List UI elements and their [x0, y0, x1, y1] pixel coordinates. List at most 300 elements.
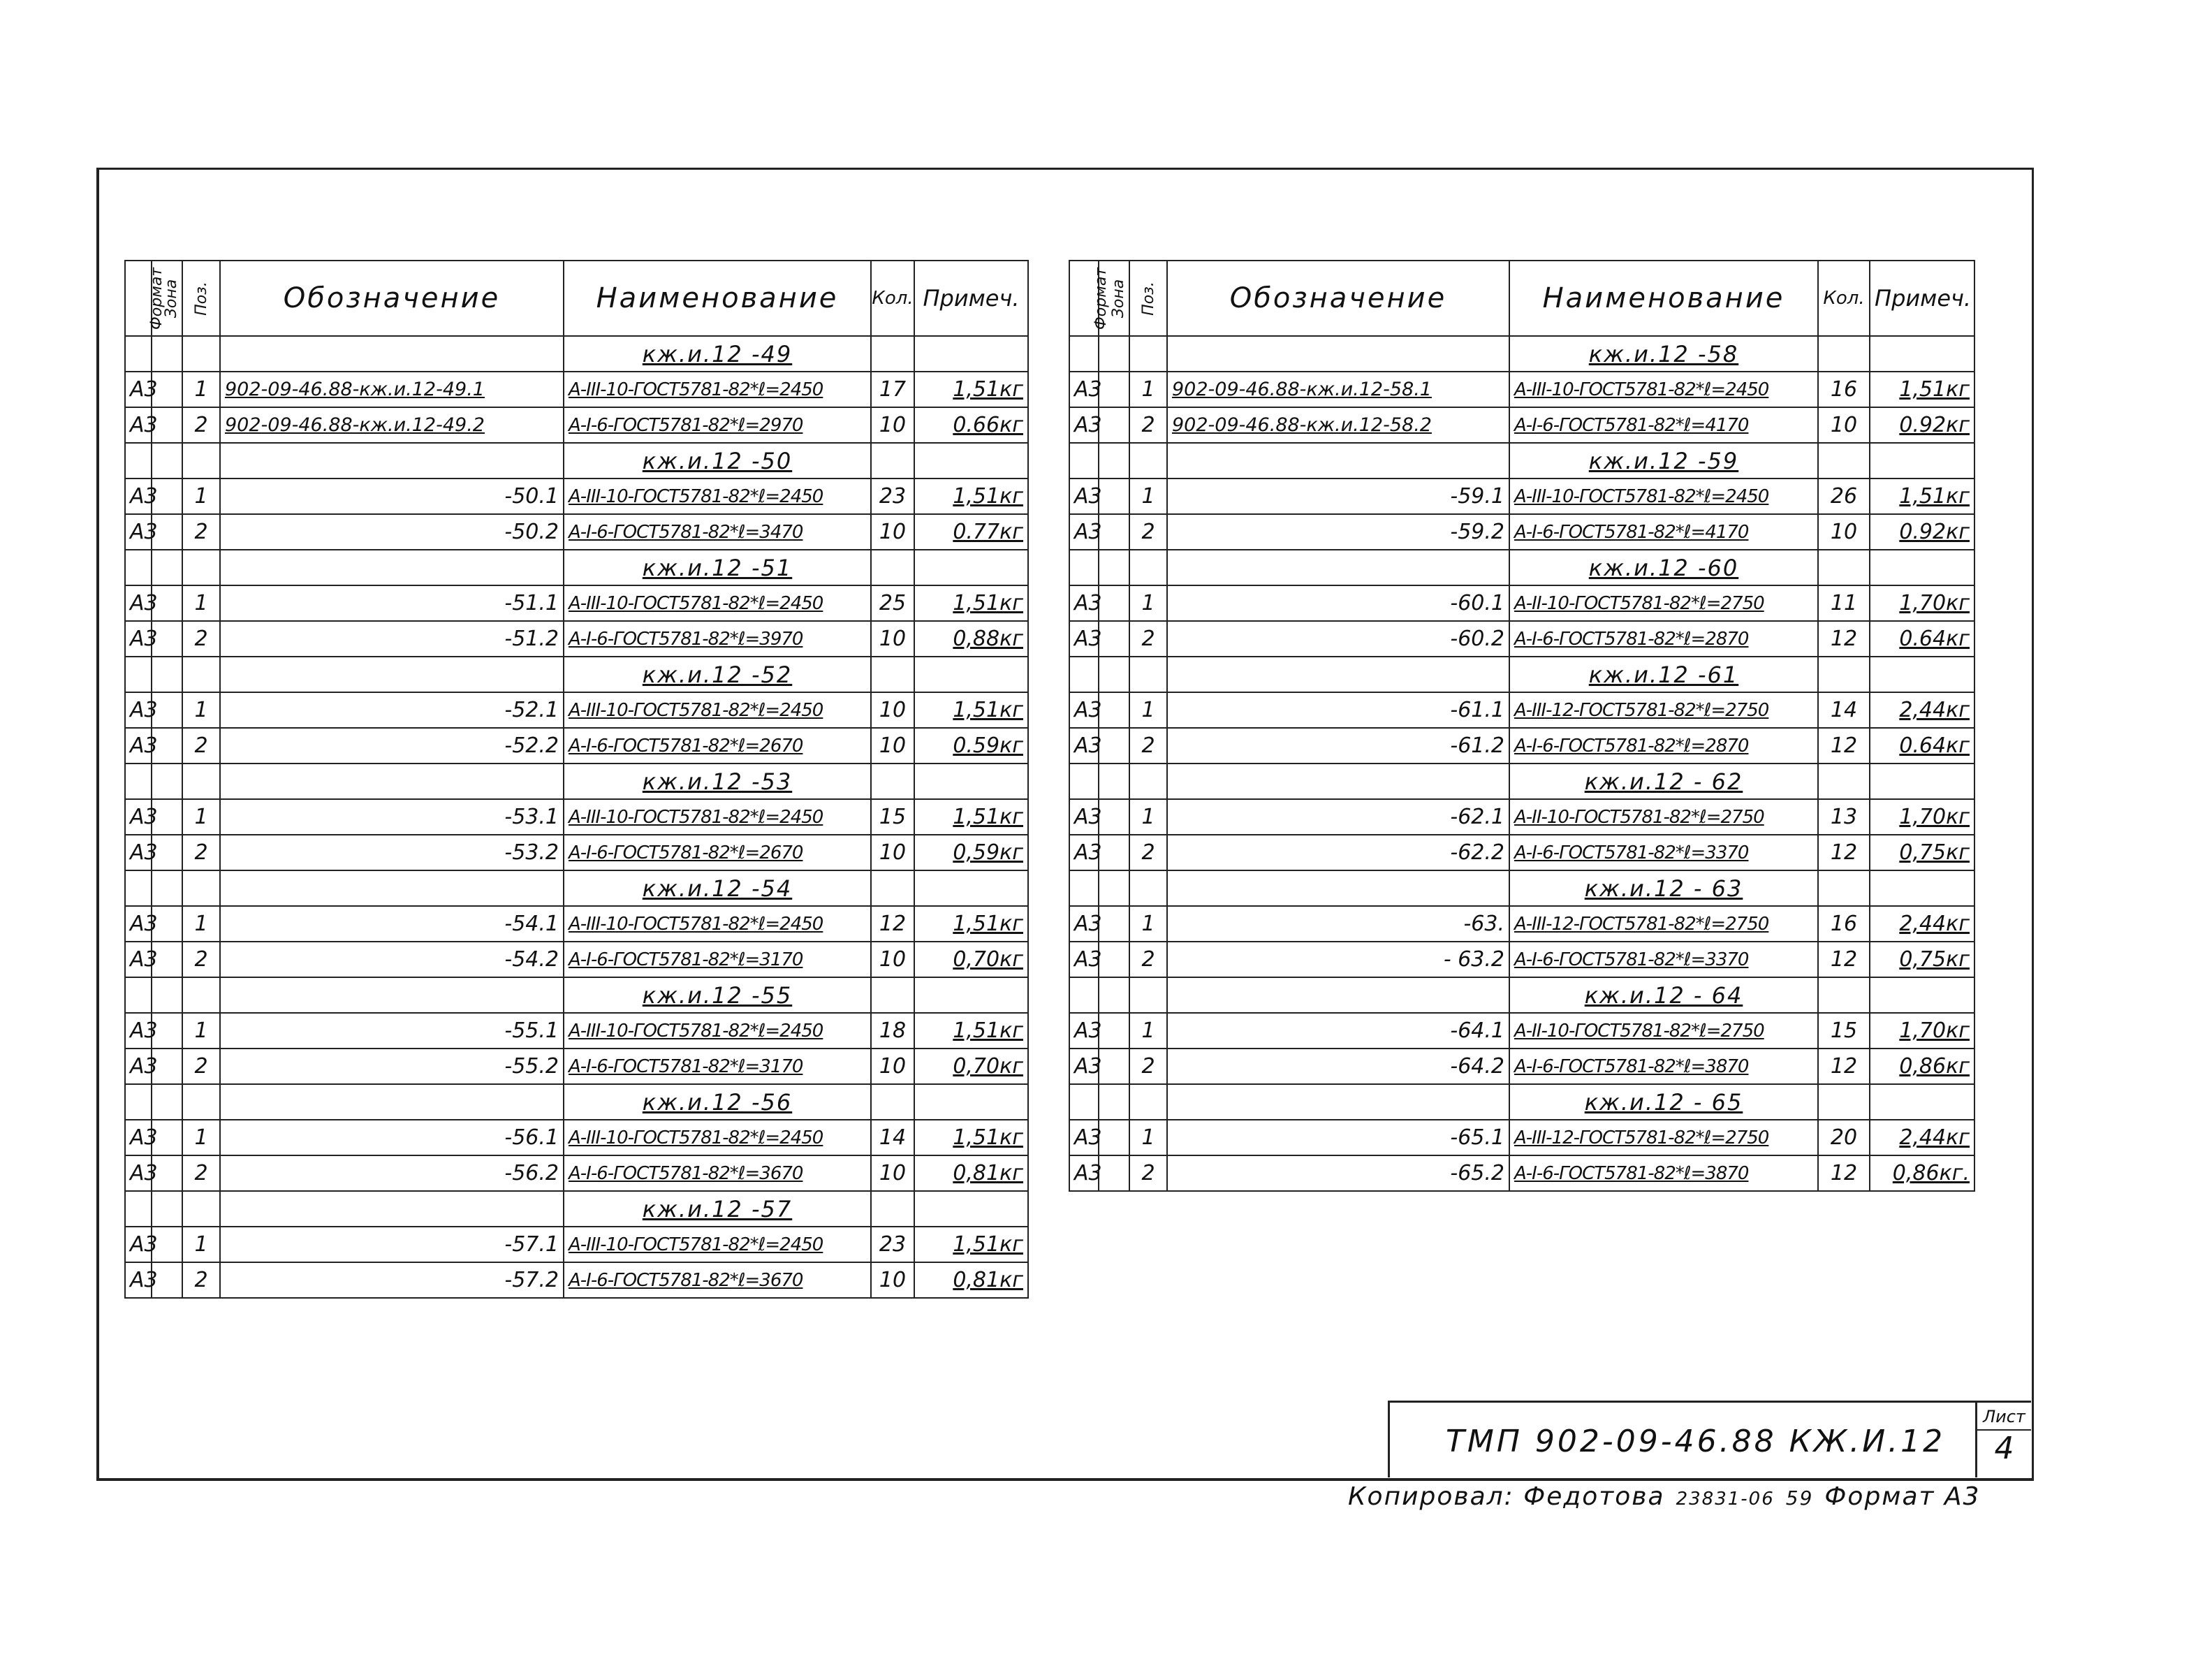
zone-cell [1099, 799, 1129, 835]
group-row [125, 1191, 1028, 1227]
empty-cell [125, 336, 152, 372]
designation-cell: -54.1 [220, 906, 564, 942]
empty-cell [220, 657, 564, 692]
empty-cell [220, 443, 564, 479]
name-cell: А-I-6-ГОСТ5781-82*ℓ=2870 [1509, 728, 1818, 764]
table-row [1069, 942, 1974, 977]
table-row [1069, 1155, 1974, 1191]
empty-cell [1818, 336, 1870, 372]
empty-cell [125, 870, 152, 906]
sheet-box [1975, 1403, 2031, 1477]
note-cell: 1,51кг [914, 372, 1028, 407]
designation-cell: -65.1 [1167, 1120, 1509, 1155]
name-cell: А-III-10-ГОСТ5781-82*ℓ=2450 [1509, 479, 1818, 514]
empty-cell [182, 870, 220, 906]
designation-cell: -54.2 [220, 942, 564, 977]
empty-cell [152, 336, 182, 372]
empty-cell [1129, 443, 1167, 479]
order-number: 23831-06 [1676, 1489, 1775, 1510]
designation-cell: -56.2 [220, 1155, 564, 1191]
group-title: кж.и.12 -54 [564, 870, 871, 906]
designation-cell: -52.1 [220, 692, 564, 728]
pos-cell: 2 [182, 407, 220, 443]
table-row [1069, 728, 1974, 764]
pos-cell: 2 [1129, 407, 1167, 443]
empty-cell [1870, 870, 1974, 906]
designation-cell: -50.1 [220, 479, 564, 514]
name-cell: А-III-12-ГОСТ5781-82*ℓ=2750 [1509, 692, 1818, 728]
empty-cell [220, 1191, 564, 1227]
header-note: Примеч. [1870, 261, 1974, 336]
group-title: кж.и.12 -53 [564, 764, 871, 799]
header-zone: Зона [152, 261, 182, 336]
designation-cell: -62.1 [1167, 799, 1509, 835]
zone-cell [1099, 372, 1129, 407]
format-cell: А3 [125, 1120, 152, 1155]
empty-cell [182, 764, 220, 799]
group-row [1069, 657, 1974, 692]
empty-cell [1129, 870, 1167, 906]
spec-table-right-body [1069, 261, 1974, 1191]
name-cell: А-III-10-ГОСТ5781-82*ℓ=2450 [564, 692, 871, 728]
pos-cell: 1 [1129, 479, 1167, 514]
qty-cell: 14 [871, 1120, 914, 1155]
pos-cell: 2 [182, 728, 220, 764]
zone-cell [1099, 906, 1129, 942]
format-cell: А3 [125, 835, 152, 870]
table-row [125, 372, 1028, 407]
pos-cell: 1 [1129, 372, 1167, 407]
empty-cell [1818, 550, 1870, 585]
pos-cell: 2 [182, 1155, 220, 1191]
note-cell: 1,51кг [914, 692, 1028, 728]
empty-cell [125, 1084, 152, 1120]
pos-cell: 2 [182, 942, 220, 977]
qty-cell: 10 [871, 942, 914, 977]
empty-cell [1069, 443, 1099, 479]
name-cell: А-III-10-ГОСТ5781-82*ℓ=2450 [564, 799, 871, 835]
table-row [125, 1120, 1028, 1155]
qty-cell: 12 [1818, 728, 1870, 764]
format-cell: А3 [125, 1049, 152, 1084]
zone-cell [1099, 514, 1129, 550]
zone-cell [1099, 479, 1129, 514]
note-cell: 0.92кг [1870, 514, 1974, 550]
group-title: кж.и.12 -57 [564, 1191, 871, 1227]
note-cell: 0,88кг [914, 621, 1028, 657]
empty-cell [125, 764, 152, 799]
note-cell: 0,59кг [914, 835, 1028, 870]
name-cell: А-I-6-ГОСТ5781-82*ℓ=3370 [1509, 835, 1818, 870]
designation-cell: -56.1 [220, 1120, 564, 1155]
table-row [125, 407, 1028, 443]
table-row [125, 1013, 1028, 1049]
empty-cell [1167, 764, 1509, 799]
empty-cell [914, 550, 1028, 585]
group-row [125, 1084, 1028, 1120]
empty-cell [871, 657, 914, 692]
qty-cell: 11 [1818, 585, 1870, 621]
group-title: кж.и.12 -59 [1509, 443, 1818, 479]
pos-cell: 1 [182, 1120, 220, 1155]
note-cell: 0,70кг [914, 1049, 1028, 1084]
table-row [125, 585, 1028, 621]
zone-cell [1099, 1049, 1129, 1084]
format-cell: А3 [1069, 942, 1099, 977]
empty-cell [1870, 336, 1974, 372]
empty-cell [1069, 657, 1099, 692]
designation-cell: -64.2 [1167, 1049, 1509, 1084]
table-row [125, 692, 1028, 728]
designation-cell: -61.2 [1167, 728, 1509, 764]
name-cell: А-III-12-ГОСТ5781-82*ℓ=2750 [1509, 1120, 1818, 1155]
qty-cell: 10 [871, 692, 914, 728]
note-cell: 0.66кг [914, 407, 1028, 443]
empty-cell [182, 1084, 220, 1120]
qty-cell: 14 [1818, 692, 1870, 728]
empty-cell [914, 1191, 1028, 1227]
table-row [125, 514, 1028, 550]
format-cell: А3 [125, 906, 152, 942]
empty-cell [1069, 550, 1099, 585]
zone-cell [1099, 728, 1129, 764]
qty-cell: 17 [871, 372, 914, 407]
group-title: кж.и.12 -50 [564, 443, 871, 479]
empty-cell [914, 336, 1028, 372]
empty-cell [152, 657, 182, 692]
qty-cell: 18 [871, 1013, 914, 1049]
empty-cell [1870, 1084, 1974, 1120]
empty-cell [1099, 1084, 1129, 1120]
empty-cell [125, 1191, 152, 1227]
zone-cell [1099, 692, 1129, 728]
empty-cell [1069, 764, 1099, 799]
pos-cell: 1 [182, 372, 220, 407]
format-cell: А3 [1069, 407, 1099, 443]
empty-cell [1167, 977, 1509, 1013]
designation-cell: -51.2 [220, 621, 564, 657]
empty-cell [152, 1084, 182, 1120]
header-format: Формат [125, 261, 152, 336]
note-cell: 0.92кг [1870, 407, 1974, 443]
designation-cell: -57.2 [220, 1262, 564, 1298]
group-title: кж.и.12 -60 [1509, 550, 1818, 585]
designation-cell: -55.2 [220, 1049, 564, 1084]
empty-cell [125, 550, 152, 585]
empty-cell [914, 443, 1028, 479]
qty-cell: 10 [871, 835, 914, 870]
format-cell: А3 [125, 942, 152, 977]
empty-cell [914, 764, 1028, 799]
header-designation: Обозначение [220, 261, 564, 336]
zone-cell [1099, 942, 1129, 977]
empty-cell [1818, 443, 1870, 479]
pos-cell: 1 [182, 585, 220, 621]
header-row [125, 261, 1028, 336]
qty-cell: 10 [871, 728, 914, 764]
empty-cell [1870, 977, 1974, 1013]
copied-by: Копировал: Федотова [1348, 1482, 1665, 1511]
empty-cell [152, 1191, 182, 1227]
note-cell: 0.64кг [1870, 728, 1974, 764]
empty-cell [1870, 657, 1974, 692]
name-cell: А-I-6-ГОСТ5781-82*ℓ=3970 [564, 621, 871, 657]
name-cell: А-III-10-ГОСТ5781-82*ℓ=2450 [1509, 372, 1818, 407]
table-row [125, 1155, 1028, 1191]
table-row [125, 1049, 1028, 1084]
header-pos: Поз. [1129, 261, 1167, 336]
zone-cell [1099, 585, 1129, 621]
pos-cell: 1 [1129, 692, 1167, 728]
empty-cell [182, 1191, 220, 1227]
note-cell: 1,70кг [1870, 799, 1974, 835]
group-title: кж.и.12 - 62 [1509, 764, 1818, 799]
designation-cell: -62.2 [1167, 835, 1509, 870]
qty-cell: 15 [871, 799, 914, 835]
header-designation: Обозначение [1167, 261, 1509, 336]
pos-cell: 2 [1129, 942, 1167, 977]
empty-cell [1818, 870, 1870, 906]
name-cell: А-III-12-ГОСТ5781-82*ℓ=2750 [1509, 906, 1818, 942]
pos-cell: 2 [1129, 1155, 1167, 1191]
name-cell: А-II-10-ГОСТ5781-82*ℓ=2750 [1509, 799, 1818, 835]
format-cell: А3 [125, 514, 152, 550]
qty-cell: 12 [1818, 942, 1870, 977]
pos-cell: 1 [182, 1227, 220, 1262]
empty-cell [1129, 764, 1167, 799]
pos-cell: 2 [1129, 728, 1167, 764]
sheet-number: 4 [1994, 1431, 2014, 1466]
format-cell: А3 [125, 621, 152, 657]
name-cell: А-II-10-ГОСТ5781-82*ℓ=2750 [1509, 1013, 1818, 1049]
group-row [1069, 764, 1974, 799]
empty-cell [1129, 657, 1167, 692]
empty-cell [220, 764, 564, 799]
empty-cell [125, 977, 152, 1013]
qty-cell: 16 [1818, 372, 1870, 407]
format-cell: А3 [1069, 1155, 1099, 1191]
empty-cell [1167, 443, 1509, 479]
group-title: кж.и.12 -51 [564, 550, 871, 585]
empty-cell [1069, 977, 1099, 1013]
table-row [1069, 692, 1974, 728]
header-row [1069, 261, 1974, 336]
name-cell: А-III-10-ГОСТ5781-82*ℓ=2450 [564, 906, 871, 942]
format-cell: А3 [125, 372, 152, 407]
table-row [1069, 407, 1974, 443]
pos-cell: 2 [1129, 514, 1167, 550]
empty-cell [1167, 1084, 1509, 1120]
zone-cell [1099, 407, 1129, 443]
qty-cell: 12 [1818, 1049, 1870, 1084]
note-cell: 1,51кг [1870, 479, 1974, 514]
table-row [125, 906, 1028, 942]
note-cell: 1,51кг [914, 585, 1028, 621]
name-cell: А-III-10-ГОСТ5781-82*ℓ=2450 [564, 1013, 871, 1049]
empty-cell [125, 657, 152, 692]
group-row [125, 977, 1028, 1013]
table-row [1069, 1120, 1974, 1155]
empty-cell [152, 977, 182, 1013]
group-row [1069, 336, 1974, 372]
group-title: кж.и.12 - 63 [1509, 870, 1818, 906]
table-row [1069, 585, 1974, 621]
format-cell: А3 [1069, 1013, 1099, 1049]
name-cell: А-I-6-ГОСТ5781-82*ℓ=3170 [564, 1049, 871, 1084]
table-row [125, 1262, 1028, 1298]
pos-cell: 1 [1129, 1013, 1167, 1049]
format-cell: А3 [1069, 692, 1099, 728]
note-cell: 0.64кг [1870, 621, 1974, 657]
designation-cell: -52.2 [220, 728, 564, 764]
qty-cell: 10 [871, 1155, 914, 1191]
note-cell: 1,51кг [914, 1120, 1028, 1155]
empty-cell [871, 1191, 914, 1227]
empty-cell [1099, 977, 1129, 1013]
group-row [1069, 550, 1974, 585]
note-cell: 0.59кг [914, 728, 1028, 764]
zone-cell [1099, 1155, 1129, 1191]
qty-cell: 15 [1818, 1013, 1870, 1049]
name-cell: А-I-6-ГОСТ5781-82*ℓ=4170 [1509, 514, 1818, 550]
table-row [125, 942, 1028, 977]
designation-cell: -65.2 [1167, 1155, 1509, 1191]
empty-cell [871, 764, 914, 799]
group-title: кж.и.12 -49 [564, 336, 871, 372]
designation-cell: -59.2 [1167, 514, 1509, 550]
pos-cell: 1 [182, 799, 220, 835]
table-row [125, 479, 1028, 514]
empty-cell [220, 336, 564, 372]
format-cell: А3 [125, 1262, 152, 1298]
empty-cell [871, 1084, 914, 1120]
qty-cell: 10 [1818, 514, 1870, 550]
qty-cell: 10 [871, 1049, 914, 1084]
qty-cell: 10 [871, 1262, 914, 1298]
designation-cell: -51.1 [220, 585, 564, 621]
designation-cell: -53.1 [220, 799, 564, 835]
format-cell: А3 [125, 407, 152, 443]
table-row [1069, 1049, 1974, 1084]
empty-cell [1167, 657, 1509, 692]
pos-cell: 1 [182, 479, 220, 514]
pos-cell: 2 [182, 1049, 220, 1084]
qty-cell: 10 [871, 514, 914, 550]
name-cell: А-I-6-ГОСТ5781-82*ℓ=3870 [1509, 1155, 1818, 1191]
header-note: Примеч. [914, 261, 1028, 336]
group-row [125, 336, 1028, 372]
empty-cell [1069, 870, 1099, 906]
empty-cell [152, 550, 182, 585]
zone-cell [1099, 621, 1129, 657]
table-row [1069, 479, 1974, 514]
designation-cell: -64.1 [1167, 1013, 1509, 1049]
note-cell: 1,51кг [914, 1227, 1028, 1262]
name-cell: А-I-6-ГОСТ5781-82*ℓ=3870 [1509, 1049, 1818, 1084]
format-cell: А3 [125, 728, 152, 764]
table-row [125, 728, 1028, 764]
group-title: кж.и.12 -61 [1509, 657, 1818, 692]
empty-cell [1870, 443, 1974, 479]
pos-cell: 2 [1129, 1049, 1167, 1084]
designation-cell: -61.1 [1167, 692, 1509, 728]
note-cell: 1,51кг [1870, 372, 1974, 407]
designation-cell: -59.1 [1167, 479, 1509, 514]
note-cell: 0,86кг [1870, 1049, 1974, 1084]
empty-cell [1099, 443, 1129, 479]
empty-cell [1129, 336, 1167, 372]
pos-cell: 1 [1129, 906, 1167, 942]
group-title: кж.и.12 - 65 [1509, 1084, 1818, 1120]
empty-cell [125, 443, 152, 479]
empty-cell [1099, 336, 1129, 372]
empty-cell [1167, 870, 1509, 906]
format-cell: А3 [1069, 728, 1099, 764]
zone-cell [1099, 835, 1129, 870]
format-cell: А3 [125, 1155, 152, 1191]
format-cell: А3 [1069, 372, 1099, 407]
empty-cell [1099, 550, 1129, 585]
empty-cell [220, 977, 564, 1013]
designation-cell: -60.1 [1167, 585, 1509, 621]
name-cell: А-I-6-ГОСТ5781-82*ℓ=2970 [564, 407, 871, 443]
qty-cell: 12 [871, 906, 914, 942]
note-cell: 0,75кг [1870, 942, 1974, 977]
header-zone: Зона [1099, 261, 1129, 336]
empty-cell [182, 977, 220, 1013]
designation-cell: 902-09-46.88-кж.и.12-58.1 [1167, 372, 1509, 407]
table-row [125, 799, 1028, 835]
note-cell: 0,81кг [914, 1262, 1028, 1298]
zone-cell [1099, 1013, 1129, 1049]
name-cell: А-I-6-ГОСТ5781-82*ℓ=3170 [564, 942, 871, 977]
designation-cell: 902-09-46.88-кж.и.12-58.2 [1167, 407, 1509, 443]
qty-cell: 20 [1818, 1120, 1870, 1155]
pos-cell: 1 [1129, 585, 1167, 621]
header-format: Формат [1069, 261, 1099, 336]
pos-cell: 1 [182, 1013, 220, 1049]
note-cell: 2,44кг [1870, 906, 1974, 942]
format-cell: А3 [125, 479, 152, 514]
name-cell: А-III-10-ГОСТ5781-82*ℓ=2450 [564, 372, 871, 407]
note-cell: 1,51кг [914, 479, 1028, 514]
note-cell: 0,86кг. [1870, 1155, 1974, 1191]
empty-cell [182, 336, 220, 372]
spec-table-left [124, 260, 1029, 1299]
designation-cell: -60.2 [1167, 621, 1509, 657]
name-cell: А-I-6-ГОСТ5781-82*ℓ=3670 [564, 1155, 871, 1191]
name-cell: А-III-10-ГОСТ5781-82*ℓ=2450 [564, 1227, 871, 1262]
designation-cell: -55.1 [220, 1013, 564, 1049]
pos-cell: 2 [182, 621, 220, 657]
format-cell: А3 [125, 1227, 152, 1262]
empty-cell [220, 870, 564, 906]
name-cell: А-I-6-ГОСТ5781-82*ℓ=3370 [1509, 942, 1818, 977]
empty-cell [1818, 764, 1870, 799]
table-row [125, 835, 1028, 870]
name-cell: А-I-6-ГОСТ5781-82*ℓ=3670 [564, 1262, 871, 1298]
empty-cell [182, 657, 220, 692]
note-cell: 0,81кг [914, 1155, 1028, 1191]
empty-cell [182, 443, 220, 479]
document-code: ТМП 902-09-46.88 КЖ.И.12 [1446, 1424, 1946, 1459]
group-row [125, 550, 1028, 585]
table-row [1069, 621, 1974, 657]
empty-cell [914, 657, 1028, 692]
qty-cell: 23 [871, 479, 914, 514]
empty-cell [1818, 657, 1870, 692]
format-cell: А3 [125, 692, 152, 728]
